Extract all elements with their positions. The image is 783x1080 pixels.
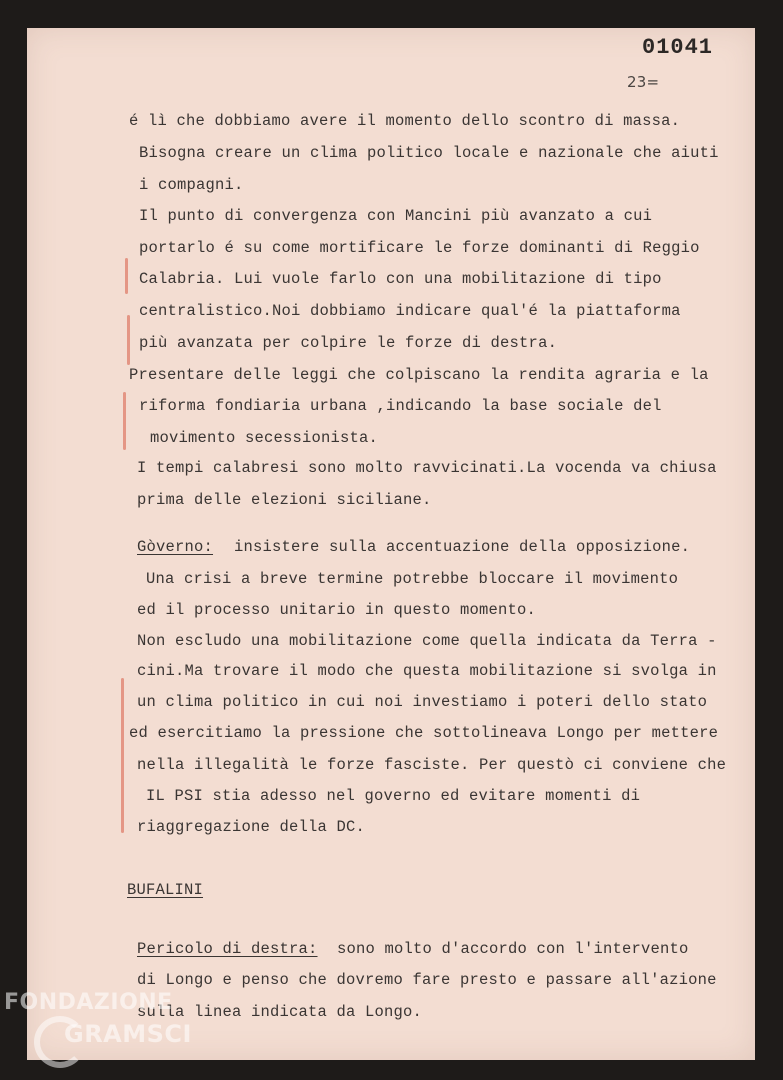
text-line: Una crisi a breve termine potrebbe bloccare il movimento bbox=[146, 570, 679, 588]
text-line: riaggregazione della DC. bbox=[137, 818, 366, 836]
text-line: Bisogna creare un clima politico locale e nazionale che aiuti bbox=[139, 144, 719, 162]
margin-mark bbox=[127, 315, 130, 365]
text-line: Il punto di convergenza con Mancini più avanzato a cui bbox=[139, 207, 653, 225]
text-line: di Longo e penso che dovremo fare presto e passare all'azione bbox=[137, 971, 717, 989]
text-line: ed il processo unitario in questo momento. bbox=[137, 601, 537, 619]
watermark-logo bbox=[4, 990, 192, 1048]
text-line: portarlo é su come mortificare le forze dominanti di Reggio bbox=[139, 239, 700, 257]
text-line: prima delle elezioni siciliane. bbox=[137, 491, 432, 509]
text-line: nella illegalità le forze fasciste. Per questò ci conviene che bbox=[137, 756, 727, 774]
text-line: Presentare delle leggi che colpiscano la rendita agraria e la bbox=[129, 366, 709, 384]
text-line: IL PSI stia adesso nel governo ed evitare momenti di bbox=[146, 787, 641, 805]
text-line: I tempi calabresi sono molto ravvicinati.La vocenda va chiusa bbox=[137, 459, 717, 477]
text-line: Calabria. Lui vuole farlo con una mobilitazione di tipo bbox=[139, 270, 662, 288]
margin-mark bbox=[125, 258, 128, 294]
text-line: Non escludo una mobilitazione come quella indicata da Terra - bbox=[137, 632, 717, 650]
text-line: cini.Ma trovare il modo che questa mobilitazione si svolga in bbox=[137, 662, 717, 680]
watermark-line1: FONDAZIONE bbox=[4, 990, 173, 1015]
text-line: centralistico.Noi dobbiamo indicare qual'é la piattaforma bbox=[139, 302, 681, 320]
text-line: é lì che dobbiamo avere il momento dello scontro di massa. bbox=[129, 112, 681, 130]
margin-mark bbox=[123, 392, 126, 450]
text-line: riforma fondiaria urbana ,indicando la base sociale del bbox=[139, 397, 662, 415]
page-number: 23= bbox=[627, 73, 660, 91]
archive-number: 01041 bbox=[642, 35, 714, 60]
section-heading-pericolo: Pericolo di destra: bbox=[137, 940, 318, 958]
text-line: sulla linea indicata da Longo. bbox=[137, 1003, 423, 1021]
watermark-line2: GRAMSCI bbox=[64, 1020, 192, 1048]
governo-intro: insistere sulla accentuazione della opposizione. bbox=[234, 538, 691, 556]
text-line: i compagni. bbox=[139, 176, 244, 194]
section-heading-governo: Gòverno: bbox=[137, 538, 214, 556]
text-line: un clima politico in cui noi investiamo i poteri dello stato bbox=[137, 693, 708, 711]
text-line: più avanzata per colpire le forze di destra. bbox=[139, 334, 558, 352]
margin-mark bbox=[121, 678, 124, 833]
speaker-name: BUFALINI bbox=[127, 881, 204, 899]
text-line: movimento secessionista. bbox=[150, 429, 379, 447]
text-line: ed esercitiamo la pressione che sottolineava Longo per mettere bbox=[129, 724, 719, 742]
pericolo-intro: sono molto d'accordo con l'intervento bbox=[337, 940, 689, 958]
